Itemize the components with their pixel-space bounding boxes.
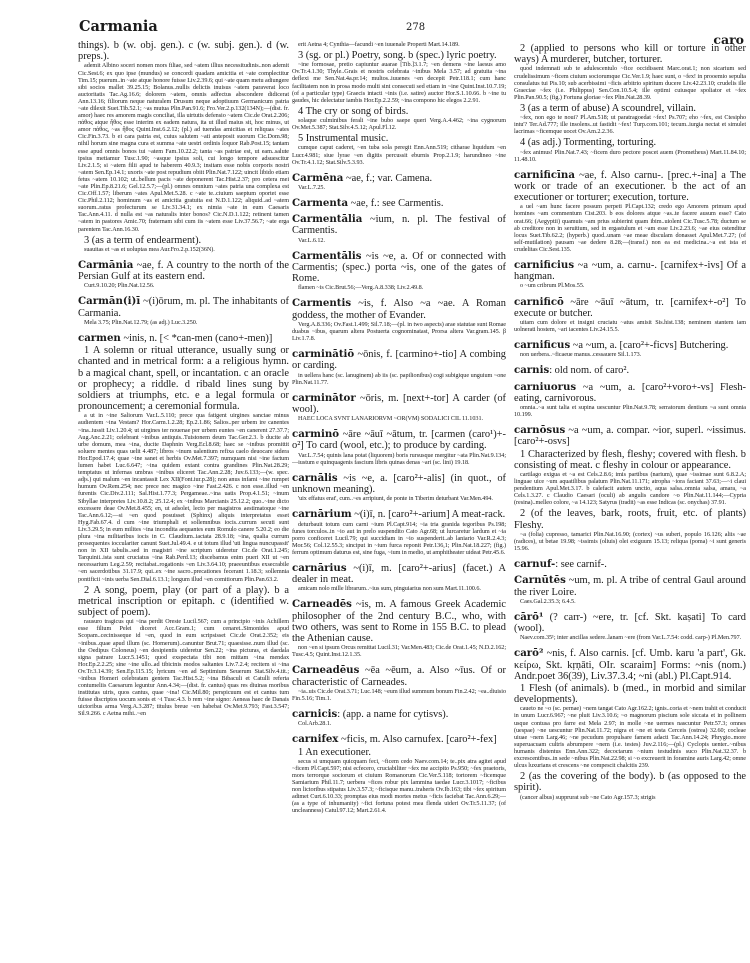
- headword: carnārium: [292, 508, 352, 521]
- definition-text: : see carnif-.: [555, 559, 607, 571]
- citation-block: [514, 65, 746, 100]
- citation-block: [292, 452, 506, 466]
- dictionary-entry: [514, 170, 746, 204]
- running-head-right: caro: [713, 32, 744, 47]
- column-middle: [292, 41, 506, 961]
- dictionary-entry: [292, 599, 506, 644]
- definition-text: ~is, f. Also ~a ~ae. A Roman goddess, the mother of Evander.: [292, 298, 506, 321]
- citation-block: [292, 644, 506, 658]
- dictionary-entry: [514, 648, 746, 682]
- sense-definition: [78, 585, 289, 619]
- citation-text: Var.L.6.12.: [298, 236, 325, 244]
- definition-text: ~is, m. A famous Greek Academic philosopher of the 2nd century B.C., who, with two others, was sent to Rome in 155 B.C. to plead the Athenian cause.: [292, 599, 506, 645]
- sense-definition: [78, 235, 289, 246]
- headword: carnificīna: [514, 168, 575, 181]
- dictionary-entry: [514, 559, 746, 570]
- definition-text: ~a ~um, a. [caro²+voro+-vs] Flesh-eating, carnivorous.: [514, 381, 746, 404]
- definition-text: : (app. a name for cytisvs).: [337, 709, 449, 721]
- citation-block: [292, 184, 506, 191]
- headword: carō²: [514, 647, 544, 660]
- sense-definition: [78, 345, 289, 412]
- definition-text: ~is ~e, a. [caro²+-alis] (in quot., of unknown meaning).: [292, 472, 506, 496]
- citation-block: [292, 321, 506, 342]
- citation-text: Caes.Gal.2.35.3; 6.4.5.: [520, 597, 576, 605]
- definition-text: (? carr-) ~ere, tr. [cf. Skt. kaṣati] To card (wool).: [514, 611, 746, 635]
- citation-text: solaque culminibus ferali ~ine bubo saepe queri Verg.A.4.462; ~ina cygnorum Ov.Met.5.387; Stat.Silv.4.5.12; Apul.Fl.12.: [292, 117, 506, 132]
- citation-text: cumque caput caderet, ~en tuba sola peregit Enn.Ann.519; citharae liquidum ~en Lucr.4.981; siue lyrae ~en digitis percussit eburnis Prop.2.1.9; harundineo ~ine Ov.Tr.4.1.12; Stat.Silv.5.3.93.: [292, 144, 506, 166]
- citation-text: non uerbera..~ficaeue manus..cessauere Sil.1.173.: [520, 351, 642, 359]
- citation-text: erit Aetna 4; Cynthia—facundi ~en iuuenale Properti Mart.14.189.: [298, 41, 460, 48]
- definition-text: ~(i)ī, n. [caro²+-arium] A meat-rack.: [351, 509, 506, 521]
- definition-text: 3 (as a term of abuse) A scoundrel, villain.: [520, 102, 697, 114]
- sense-definition: [514, 771, 746, 793]
- citation-text: ~ia..uis Cic.de Orat.3.71; Luc.148; ~eum illud summum bonum Fin.2.42; ~ea..diuisio Fin.5.16; Tim.1.: [292, 687, 506, 702]
- headword: Carmēna: [292, 171, 344, 184]
- dictionary-entry: [78, 260, 289, 282]
- definition-text: 4 The cry or song of birds.: [298, 105, 409, 117]
- running-head-left: Carmania: [79, 18, 158, 35]
- definition-text: 2 A song, poem, play (or part of a play). b a metrical inscription or epitaph. c (identified w. subject of poem).: [78, 584, 289, 619]
- sense-definition: [514, 683, 746, 705]
- citation-block: [78, 282, 289, 289]
- citation-block: [292, 720, 506, 727]
- column-left: [78, 40, 289, 960]
- sense-definition: [514, 449, 746, 471]
- definition-text: ~āre ~āuī ~ātum, tr. [carnifex+-o²] To execute or butcher.: [514, 296, 746, 319]
- definition-text: things). b (w. obj. gen.). c (w. subj. gen.). d (w. preps.).: [78, 40, 289, 63]
- sense-definition: [292, 133, 506, 144]
- citation-block: [78, 618, 289, 717]
- citation-block: [292, 41, 506, 48]
- headword: Carneadēus: [292, 664, 360, 677]
- definition-text: 1 A solemn or ritual utterance, usually sung or chanted and in metrical form: a a religious hymn. b a magical chant, spell, or incantation. c an oracle or prophecy; a riddle. d ribald lines sung by soldiers at triumphs, etc. e a legal formula or pronouncement; a ceremonial formula.: [78, 345, 289, 413]
- citation-block: [292, 284, 506, 291]
- dictionary-entry: [514, 425, 746, 447]
- sense-definition: [78, 40, 289, 62]
- headword: carnālis: [292, 471, 338, 484]
- citation-text: 'uix effatus erat', cum..~es arripiunt, de ponte in Tiberim deturbant Var.Men.494.: [298, 495, 493, 503]
- definition-text: 2 (of the leaves, bark, roots, fruit, etc. of plants) Fleshy.: [514, 508, 746, 531]
- definition-text: 5 Instrumental music.: [298, 133, 389, 145]
- headword: Carmentis: [292, 297, 352, 310]
- dictionary-entry: [292, 563, 506, 585]
- dictionary-entry: [292, 198, 506, 209]
- dictionary-entry: [292, 214, 506, 236]
- citation-block: [514, 705, 746, 769]
- headword: Carmentālis: [292, 249, 362, 262]
- headword: carnificō: [514, 295, 564, 308]
- citation-text: ademit Albino soceri nomen mors filiae, sed ~atem illius necessitudinis..non ademit Cic.Sest.6; ex quo ipse (mundus) se concordi quadam amicitia et ~ate complectitur Tim.15; puerum..in ~ate atque honore fuisse Liv.2.39.6; qui ~ate quam metu adiungere sibi socios mallet 39.25.15; Bolanus..nullis delictis inuisus ~atem paraverat loco auctoritatis Tac.Ag.16.6; dolorem ~atem, omnis adfectus abscondere didicerat Ann.13.16; filiorum neque naturalem Drusum neque adoptiuum Germanicum patria ~ate dilexit Suet.Tib.52.1; ~as mutua Plin.Pan.91.6; Fro.Ver.2.p.132(134N);—(dist. fr. amor) haec res amorem magis conciliat, illa uirtutis defensio ~atem Cic.de Orat.2.206; πάθος atque ἦθος esse interim ex eadem natura, ita ut illud maius sit, hoc minus, ut amor πάθος, ~as ἦθος Quint.Inst.6.2.12; (pl.) ad tuendas amicitias et reliquas ~ates Cic.Fin.3.73. b ei cara patria est, cuius salutem ~ati anteposit suorum Cic.Dom.98; nihil horum sine magna cura et summa ~ate uestri ordinis loquor Rab.Post.15; tantam esse apud omnis bonos tui ~atem Fam.10.22.2; tanta ~as patriae est, ut eam..salute ipsius metiamur Tusc.1.90; ~asque ipsius soli, cui longo tempore adsuescitur Liv.2.1.5; si ~atem filii apud te haberem 40.9.3; insitam esse nobis corporis nostri ~atem Sen.Ep.14.1; uxoris ~ate post repudium obiit Plin.Nat.7.122; uincit libido etiam fetus ~atem 10.102; ut..bellum pacis ~ate deponerent Tac.Hist.2.37; pro cetera mei ~ate Plin.Ep.8.21.6; Gel.12.5.7;—(pl.) omnes omnium ~ates patria una complexa est Cic.Off.1.57; liberum ~ates Apul.Met.5.28. c ~ate te..ciuium saeptum oportet esse Cic.Phil.2.112; hominum ~as et amicitia gratuita est N.D.1.122; aliquid..ad ~atem suorum..ratus profecturum se Liv.31.34.1; ex nimia ~ate in eum Caesaris Tac.Ann.4.11. d nulla est ~as naturalis inter bonos? Cic.N.D.1.122; retinent tamen ~atem in pastores Amic.70; fraternam sibi cum iis ~atem esse Liv.37.56.7; ~ate erga parentem Tac.Ann.16.30.: [78, 62, 289, 233]
- citation-text: suauitas et ~as et uoluptas mea Aur.Fro.2.p.152(36N).: [84, 245, 215, 253]
- definition-text: 1 Characterized by flesh, fleshy; covered with flesh. b consisting of meat. c fleshy in colour or appearance.: [514, 448, 746, 471]
- sense-definition: [292, 747, 506, 758]
- definition-text: 3 (sg. or pl.) Poetry, song. b (spec.) lyric poetry.: [298, 50, 497, 62]
- dictionary-entry: [292, 349, 506, 371]
- citation-block: [292, 117, 506, 131]
- definition-text: ~nis, f. Also carnis. [cf. Umb. karu 'a part', Gk. κείρω, Skt. kṛṇāti, OIr. scaraim] Forms: ~nis (nom.) Andr.poet 36(39), Liv.37.3.4; ~ni (abl.) Pl.Capt.914.: [514, 648, 746, 682]
- column-right: [514, 42, 746, 962]
- definition-text: 1 Flesh (of animals). b (med., in morbid and similar developments).: [514, 682, 746, 706]
- citation-block: [292, 61, 506, 104]
- definition-text: 2 (as the covering of the body). b (as opposed to the spirit).: [514, 771, 746, 794]
- dictionary-entry: [292, 429, 506, 451]
- sense-definition: [292, 50, 506, 61]
- headword: Carnūtēs: [514, 574, 566, 587]
- definition-text: ~āre ~āuī ~ātum, tr. [carmen (caro¹)+-o²] To card (wool, etc.); to produce by carding.: [292, 429, 506, 452]
- definition-text: 2 (applied to persons who kill or torture in other ways) A murderer, butcher, torturer.: [514, 43, 746, 66]
- definition-text: ~a ~um, a. carnu-. [carnifex+-ivs] Of a hangman.: [514, 260, 746, 283]
- citation-text: (cancer albus) supprurat sub ~ne Cato Agr.157.3; strigis: [520, 793, 656, 801]
- definition-text: ~inis, n. [< *can-men (cano+-men)]: [120, 332, 273, 344]
- citation-text: non ~en si ipsum Orcus remittat Lucil.31; Var.Men.483; Cic.de Orat.1.45; N.D.2.162; Tusc.4.5; Quint.Inst.12.1.35.: [292, 644, 506, 659]
- headword: carnicis: [292, 708, 338, 721]
- sense-definition: [514, 103, 746, 114]
- definition-text: ~ae, f.; var. Camena.: [343, 172, 433, 184]
- dictionary-entry: [514, 365, 746, 376]
- headword: carminō: [292, 428, 340, 441]
- headword: carnuf-: [514, 558, 556, 571]
- dictionary-entry: [292, 393, 506, 415]
- citation-block: [514, 319, 746, 333]
- citation-text: HAEC LOCA SVNT LANARIORVM ~OR(VM) SODALICI CIL 11.1031.: [298, 415, 483, 423]
- citation-text: caueto ne ~o (sc. pernae) ~nem tangat Cato Agr.162.2; ignis..coria et ~nem trahit et conducit in unum Lucr.6.967; ~ne pluit Liv.3.10.6; ~o magnorum piscium sole siccata et in pollinem usque contusa pro farre est Mela 2.97; in molle ~ne uermes nascuntur Petr.57.3; omnes (uespae) ~ne uescuntur Plin.Nat.11.72; nigra et ~ne et testa Cerceis (ostrea) 32.60; cocleae uiuae ~nem Larg.46; ~ne pecudum propulsare famem adacti Tac.Ann.14.24; Phrygio..more superuacuam cultris abrumpere ~nem (i.e. testes) Juv.2.116;—(pl.) Cyclopis uenter..~nibus humanis distentus Enn.Ann.322; decoctarum ~nium testudinis suco Plin.Nat.32.37. b excrescentibus..in sede ~nibus Plin.Nat.22.98; si ~o excreuerit in foramine auris Larg.42; omne ulcus luxurians et crescens ~ne compescit chalcitis 239.: [514, 705, 746, 770]
- citation-block: [292, 688, 506, 702]
- dictionary-entry: [78, 296, 289, 318]
- citation-text: Verg.A.8.336; Ov.Fast.1.499; Sil.7.18;—(pl. in two aspects) arae statutae sunt Romae duabus ~ibus, quarum altera Postuerta cognominatast, Prorsa altera Var.gram.145. β Liv.1.7.8.: [292, 320, 506, 343]
- dictionary-entry: [514, 297, 746, 319]
- citation-text: in uellera hanc (sc. lanuginem) ab iis (sc. papilionibus) cogi subigique unguium ~one Plin.Nat.11.77.: [292, 371, 506, 386]
- citation-block: [292, 521, 506, 556]
- headword: carminātor: [292, 391, 356, 404]
- headword: carnificius: [514, 259, 575, 272]
- citation-block: [292, 372, 506, 386]
- citation-text: Mela 3.75; Plin.Nat.12.79; (as adj.) Luc.3.250.: [84, 318, 198, 326]
- citation-text: omnia..~a sunt talia et supina uescuntur Plin.Nat.9.78; serratorum dentium ~a sunt omnia 10.199.: [514, 404, 746, 419]
- definition-text: 3 (as a term of endearment).: [84, 234, 202, 246]
- citation-text: deturbauit totum cum carni ~ium Pl.Capt.914; ~ia tria granida tegoribus Ps.198; funes torculos..in ~io aut in prelo suspendito Cato Agr.68; ut lurcaretur lardum et ~ia porro conficeret Lucil.79; qui succidiam in ~io suspenderit..ab laniario Var.R.2.4.3; Mor.56; Col.12.55.3; sinciput in ~ium furca reponit Petr.136,1; Plin.Nat.18.227; (fig.) ferrum optimum daturus est, sine fuga, ~ium in medio, ut amphitheater uideat Petr.45.6.: [292, 520, 506, 556]
- definition-text: ~um, m. pl. A tribe of central Gaul around the river Loire.: [514, 575, 746, 598]
- citation-block: [78, 246, 289, 253]
- page-number: 278: [406, 22, 426, 33]
- citation-block: [514, 114, 746, 135]
- sense-definition: [514, 43, 746, 65]
- citation-block: [514, 351, 746, 358]
- definition-text: ~ae, f. Also carnu-. [prec.+-ina] a The work or trade of an executioner. b the act of an executioner or torturer; execution, torture.: [514, 169, 746, 204]
- citation-text: cartilago exigua et ~a est Cels.2.8.6; imis partibus (narium), quae ~issimae sunt 6.8.2.A; linguae uice ~um aquatilibus palatum Plin.Nat.11.171; atropha ~iora faciant 37.63;—~i claui pendentium Apul.Met.3.17. b calefacit autem unctio, aqua salsa..omnia salsa, amara, ~a Cels.1.3.27. c Claudio Caesari (oculi) ab angulis candore ~o Plin.Nat.11.144;—Cypria (resina)..melleo colore, ~a 14.123; Satyrus (tradit) ~as esse Indicas (sc. onychas) 37.91.: [514, 471, 746, 507]
- headword: Carmānia: [78, 258, 134, 271]
- citation-block: [514, 531, 746, 552]
- headword: Carneadēs: [292, 598, 352, 611]
- headword: Carmentālia: [292, 213, 363, 226]
- dictionary-entry: [292, 509, 506, 520]
- definition-text: ~ae, f. A country to the north of the Persian Gulf at its eastern end.: [78, 259, 289, 283]
- citation-text: Var.L.7.25.: [298, 183, 325, 191]
- dictionary-entry: [292, 709, 506, 720]
- citation-block: [514, 471, 746, 506]
- definition-text: : old nom. of caro².: [549, 365, 630, 377]
- dictionary-entry: [292, 173, 506, 184]
- dictionary-entry: [514, 260, 746, 282]
- definition-text: ~(i)ī, m. [caro²+-arius] (facet.) A dealer in meat.: [292, 562, 506, 586]
- dictionary-entry: [78, 333, 289, 344]
- headword: carnificus: [514, 339, 571, 352]
- dictionary-entry: [514, 612, 746, 634]
- citation-text: Naev.com.35¹; inter ancillas sedere..lanam ~ere (from Var.L.7.54: codd. carp-) Pl.Men.797.: [520, 634, 742, 642]
- citation-block: [514, 404, 746, 418]
- headword: cārō¹: [514, 610, 544, 623]
- dictionary-entry: [292, 251, 506, 285]
- citation-text: o ~um cribrum Pl.Mos.55.: [520, 282, 585, 290]
- definition-text: ~ium, n. pl. The festival of Carmentis.: [292, 214, 506, 237]
- citation-block: [514, 794, 746, 801]
- citation-block: [292, 758, 506, 815]
- headword: carnis: [514, 364, 550, 377]
- sense-definition: [514, 508, 746, 530]
- citation-block: [514, 282, 746, 289]
- definition-text: ~ōnis, f. [carmino+-tio] A combing or carding.: [292, 349, 506, 372]
- definition-text: ~ēa ~ēum, a. Also ~īus. Of or characteristic of Carneades.: [292, 665, 506, 688]
- definition-text: 1 An executioner.: [298, 746, 372, 758]
- definition-text: ~a ~um, a. [caro²+-ficvs] Butchering.: [570, 340, 729, 352]
- dictionary-entry: [292, 665, 506, 687]
- headword: carminātiō: [292, 348, 355, 361]
- citation-text: uitam cum dolore et insigni cruciatu ~atus amisit Sis.hist.138; neminem stantem iam uolnerati hostem, ~ari iacentes Liv.24.15.5.: [514, 318, 746, 334]
- headword: carmen: [78, 331, 121, 344]
- citation-text: a ut in ~ine Saliorum Var.L.5.110; prece qua fatigent uirgines sanctae minus audientem ~ina Vestam? Hor.Carm.1.2.28; Ep.2.1.86; Salios..per urbem ire canentes ~ina..iussit Liv.1.20.4; ut uirgines ter nouenae per urbem euntes ~en canerent 27.37.7; Aug.Anc.2.21; celebrant ~inibus antiquis..Tuistonem deum Tac.Ger.2.3. b ducite ab urbe domum, mea ~ina, ducite Daphnin Verg.Ecl.8.68; haec se ~inibus promittit soluere mentes quas uelit 4.487; libros ~inum ualentium refixa caelo deuocare sidera Hor.Epod.17.4; quae ~ine sanet et herbis Ov.Met.7.397; numquam nisi ~ine factum lumen habet Luc.6.647; ~ina quidem extant contra grandines Plin.Nat.28.29; temptatus ut infernas umbras ~inibus eliceret Tac.Ann.2.28; Juv.6.133;—(w. spec. adjs.) qui malum ~en incantassit Lex XII(Font.iur.p.28); non anus infami ~ine rumpet humum Ov.Rem.254; nec prece nec magico ~ine Fast.2.426. c non esse..illud ~en furentis Cic.Div.2.111; Sal.Hist.1.77.3; Pergameae..~ina uatis Prop.4.1.51; ~inum Sibyllae interpretes Liv.10.8.2; 25.12.4; ex ~inibus Marcianis 25.12.2; quo..~ine dicto excessere deae Ov.Met.8.455; en, ut adsolet, lecto per magistros aestimatoque ~ine Tac.Ann.6.12;—si ~en quod posuisset (Sphinx) aliquis interpretatus esset Hyg.Fab.67.4. d cum ~ine triumphali et sollemnibus iocis..currum secuti sunt Liv.3.29.5; in eum milites ~ina incondita aequantes eum Romulo canere 5.20.2; eo die plura ~ina militaribus iocis in C. Claudium..iactata 28.9.18; ~ina, qualia currum prosequentes iocculariter canunt Suet.Jul.49.4. e ut totum illud 'uti lingua nuncupassit' non in XII tabulis..sed in magistri ~ine scriptum uideretur Cic.de Orat.1.245; Tarquinii..ista sunt cruciatus ~ina Rab.Perd.13; discebamus enim pueri XII ut ~en necessarium Leg.2.59; recitabat..rogationis ~en Liv.3.64.10; praeeuntibus exsecrabile ~en sacerdotibus 31.17.9; qui..ex ~ine sacro..precationes fecerant 1.18.3; sollemnia pontificii ~inis uerba Sen.Dial.6.13.1; longum illud ~en comitiorum Plin.Pan.63.2.: [78, 412, 289, 583]
- citation-text: ~a (folia) cupresso, tamarici Plin.Nat.16.90; (cortex) ~us suberi, populo 16.126; aliis ~ae (radices), ut betae 19.98; ~issimis (oliuis) olei exiguum 15.13; reliqua (poma) ~i sunt generis 15.96.: [514, 530, 746, 553]
- sense-definition: [514, 137, 746, 148]
- citation-block: [514, 634, 746, 641]
- headword: carnōsus: [514, 424, 566, 437]
- citation-text: a uel ~am hunc facere possum perpeti Pl.Capt.132; credo ego Amorem primum apud homines ~am commentum Cist.203. b eos dolores atque ~as..te facere ausum esse? Cato orat.66; (Aegyptii) quamuis ~am prius subierint quam ibim..uiolent Cic.Tusc.5.78; ductum se ab creditore non in seruitium, sed in ergastulum et ~am esse Liv.2.23.6; ~ae eius ostenditur locus Suet.Tib.62.2; (hyperb.) quod..unam ~ae meae disculam donasset Apul.Met.7.27; (of self-mutilation) pausam ~ae dedere 8.28;—(transf.) non ea est medicina..~a est ista et crudelitas Cic.Sest.135.: [514, 203, 746, 253]
- dictionary-entry: [292, 734, 506, 745]
- definition-text: ~ficis, m. Also carnufex. [caro²+-fex]: [338, 734, 497, 746]
- definition-text: ~a ~um, a. compar. ~ior, superl. ~issimus. [caro²+-osvs]: [514, 425, 746, 448]
- headword: Carmenta: [292, 197, 349, 210]
- citation-block: [292, 585, 506, 592]
- headword: carnārius: [292, 561, 347, 574]
- dictionary-entry: [292, 298, 506, 320]
- citation-text: Var.L.7.54; quinis lana potat (liquorem) boris rursusque mergitur ~ata Plin.Nat.9.134;—iustum e quinquagenis fascium libris quinas denas ~ari (sc. lini) 19.18.: [292, 451, 506, 466]
- citation-block: [514, 598, 746, 605]
- citation-block: [78, 412, 289, 582]
- definition-text: 4 (as adj.) Tormenting, torturing.: [520, 137, 657, 149]
- citation-text: ~fex animus! Plin.Nat.7.43; ~ficem duro pectore poscet auem (Prometheus) Mart.11.84.10; 11.48.10.: [514, 148, 746, 163]
- citation-text: ~fex, non ego te noui? Pl.Am.518; ut paratragoedat ~fex! Ps.707; eho ~fex, est Ctesipho intu'? Ter.Ad.777; ille insolens..ut fastidit ~fex! Turp.com.101; tecum..iurgia nectat et simulet lacrimas ~ficemque uocet Ov.Am.2.2.36.: [514, 114, 746, 136]
- definition-text: ~is ~e, a. Of or connected with Carmentis; (spec.) porta ~is, one of the gates of Rome.: [292, 250, 506, 285]
- citation-text: amicam nolo mille librarum..~ius sum, pinguiarius non sum Mart.11.100.6.: [298, 585, 481, 593]
- dictionary-entry: [292, 473, 506, 495]
- headword: carniuorus: [514, 380, 577, 393]
- citation-block: [514, 149, 746, 163]
- citation-block: [514, 203, 746, 253]
- citation-block: [292, 415, 506, 422]
- citation-block: [292, 495, 506, 502]
- citation-block: [78, 319, 289, 326]
- sense-definition: [292, 106, 506, 117]
- definition-text: ~ae, f.: see Carmentis.: [348, 198, 444, 210]
- dictionary-entry: [514, 340, 746, 351]
- citation-block: [292, 237, 506, 244]
- citation-text: ~ine formosae, pretio capiuntur auarae [Tib.]3.1.7; ~en demens ~ine laesus amo Ov.Tr.4.1.30; Thyle..Grais et nostris celebrata ~inibus Mela 3.57; ad gratuita ~ina deflexi me Sen.Nat.4a.pr.14; multos..iuuenes ~en decepit Petr.118.1; cum hanc facilitatem non in prosa modo multi sint consecuti sed etiam in ~ine Quint.Inst.10.7.19; (of a particular type) Graecis intacti ~inis (i.e. satire) auctor Hor.S.1.10.66. b ~ine tu gaudes, hic delectatur iambis Hor.Ep.2.2.59; ~ina compono hic elegos 2.2.91.: [292, 61, 506, 104]
- citation-text: secus si umquam quicquam feci, ~ficem cedo Naev.com.14; te..pix atra agitet apud ~ficem Pl.Capt.597; nisi ecfecero, cruciabiliter ~fex me accipito Ps.950; ~fex praetoris, mors terrorque sociorum et ciuium Romanorum Cic.Ver.5.118; tortorem ~ficemque Samiarium Phil.11.7; uerbera ~fices robur pix lammina taedae Lucr.3.1017; ~ficibus non lictoribus stipatus Liv.3.57.3; ~ficisque manu..traheris Ov.Ib.163; tibi ~fex spiritum adimet Curt.6.10.33; promptas eius modi mortes metus ~ficis faciebat Tac.Ann.6.29;—(as a type of inhumanity) ~fici fortuna potest mea flenda uideri Ov.Tr.5.11.37; (of uncleanness) Catul.97.12; Mart.2.61.4.: [292, 757, 506, 815]
- citation-text: rausuro tragicus qui ~ina perdit Oreste Lucil.567; cum a principio ~inis Achillem esse filium Pelei diceret Acc.Gram.1; cum cenaret..Simonides apud Scopam..cecinisseque id ~en, quod in eum scripsisset Cic.de Orat.2.352; eis ~inibus..quae apud illum (sc. Homerum)..canuntur Brut.71; quaesisse..num illud (sc. the Oedipus Coloneus) ~en desipientis uideretur Sen.22; ~ina picturas, et daedala signa patrare Lucr.5.1451; quod exspectata tibi non mittam ~ina mendax Hor.Ep.2.2.25; sine ~ine ullo..ad tibicinis modos saltantes Liv.7.2.4; recitem si ~ina Ov.Tr.3.14.39; Sen.Ep.115.15; lyricum ~en ad Septimium Seuerum Stat.Silv.4.tit.; ~inibus Homeri celebratam gentem Tac.Hist.5.2; ~ina Bibaculi et Catulli referta contumeliis Caesarum leguntur Ann.4.34;—(dist. fr. cantus) quas res diuinas moribus institutas uiris, quos cantus, quae ~ina! Cic.Mil.80; perspicuum est et cantus tum fuisse discriptos uocum sonis et ~i Tusc.4.3. b rem ~ine signo: Aeneas haec de Danais uictoribus arma Verg.A.3.287; titulus breue ~en habebat Ov.Met.9.793; Fast.3.547; Sil.9.266. c Aetna mihi..~en: [78, 618, 289, 718]
- headword: Carmān(i)ī: [78, 295, 141, 308]
- citation-text: quod indemnati sub te adulescentulo ~fice occidissent Marc.orat.1; non sicarium sed crudelissimum ~ficem ciuium sociorumque Cic.Ver.1.9; haec sunt, o ~fex! in prooemio sepulta consulatus tui Pis.10; sub acerbissimi ~ficis arbitrio spiritum ducere Liv.42.23.10; crudelis ille Graeciae ~fex (i.e. Philippus) Sen.Con.10.5.4; ille optimi cuiusque spoliator et ~fex Plin.Pan.90.5; (fig.) Fortuna gloriae ~fex Plin.Nat.28.39.: [514, 65, 746, 101]
- citation-block: [78, 62, 289, 232]
- citation-text: Curt.9.10.20; Plin.Nat.12.56.: [84, 282, 155, 290]
- citation-text: Col.Arb.28.1.: [298, 720, 332, 728]
- dictionary-entry: [514, 575, 746, 597]
- definition-text: ~ōris, m. [next+-tor] A carder (of wool).: [292, 392, 506, 415]
- citation-block: [292, 144, 506, 165]
- dictionary-entry: [514, 382, 746, 404]
- definition-text: ~(i)ōrum, m. pl. The inhabitants of Carmania.: [78, 296, 289, 319]
- citation-text: flamen ~is Cic.Brut.56;—Verg.A.8.338; Liv.2.49.8.: [298, 284, 424, 292]
- headword: carnifex: [292, 733, 339, 746]
